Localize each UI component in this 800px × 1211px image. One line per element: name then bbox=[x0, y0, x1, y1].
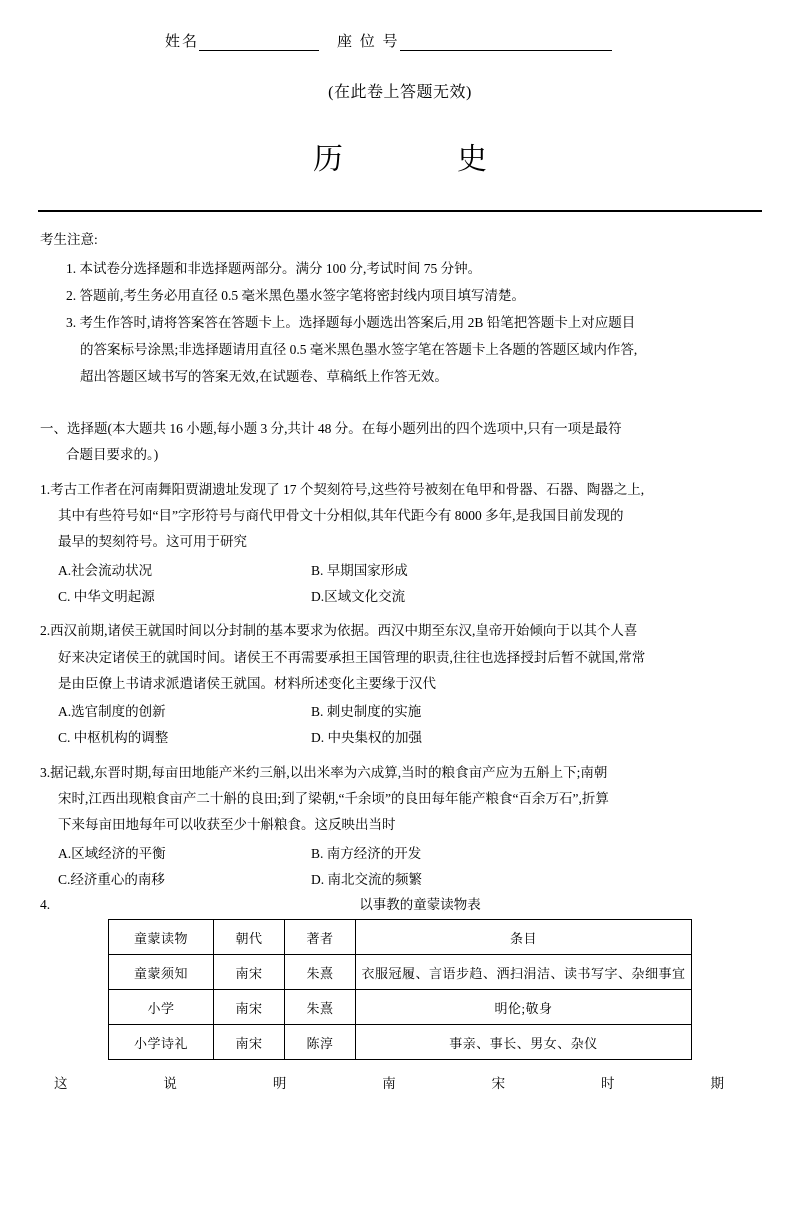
question-1-line-3: 最早的契刻符号。这可用于研究 bbox=[58, 534, 247, 550]
option-a[interactable]: A.选官制度的创新 bbox=[58, 704, 166, 720]
tail-word: 明 bbox=[272, 1076, 287, 1092]
tail-word: 期 bbox=[710, 1076, 724, 1092]
question-2-line-3: 是由臣僚上书请求派遣诸侯王就国。材料所述变化主要缘于汉代 bbox=[58, 675, 436, 691]
question-2-line-2: 好来决定诸侯王的就国时间。诸侯王不再需要承担王国管理的职责,往往也选择授封后暂不就国,常常 bbox=[58, 649, 646, 665]
name-blank[interactable] bbox=[199, 35, 319, 51]
page-title: 历 史 bbox=[313, 143, 505, 176]
option-c[interactable]: C. 中华文明起源 bbox=[58, 588, 155, 604]
question-4-stem-tail bbox=[40, 1072, 760, 1092]
question-3 bbox=[40, 760, 760, 839]
table-caption: 以事教的童蒙读物表 bbox=[359, 897, 481, 913]
question-3-options bbox=[58, 841, 760, 894]
option-row bbox=[58, 725, 760, 751]
section-one-line-1: 一、选择题(本大题共 16 小题,每小题 3 分,共计 48 分。在每小题列出的四个选项中,只有一项是最符 bbox=[40, 421, 622, 436]
table-cell: 南宋 bbox=[214, 955, 285, 990]
option-d[interactable]: D.区域文化交流 bbox=[311, 588, 406, 604]
note-item-3-cont-2: 超出答题区域书写的答案无效,在试题卷、草稿纸上作答无效。 bbox=[80, 369, 448, 384]
option-row bbox=[58, 699, 760, 725]
section-one-line-2: 合题目要求的。) bbox=[66, 447, 159, 463]
童蒙读物-table bbox=[108, 919, 692, 1060]
title-divider bbox=[38, 210, 762, 212]
table-header-cell: 朝代 bbox=[214, 920, 285, 955]
option-c[interactable]: C.经济重心的南移 bbox=[58, 872, 165, 887]
question-2-line-1: 2.西汉前期,诸侯王就国时间以分封制的基本要求为依据。西汉中期至东汉,皇帝开始倾向于以其个人喜 bbox=[40, 623, 638, 639]
notes-heading: 考生注意: bbox=[40, 232, 98, 247]
candidate-notes bbox=[40, 226, 760, 390]
table-cell: 童蒙须知 bbox=[109, 955, 214, 990]
table-cell: 南宋 bbox=[214, 1025, 285, 1060]
question-1-options bbox=[58, 558, 760, 611]
option-a[interactable]: A.区域经济的平衡 bbox=[58, 845, 166, 861]
table-cell: 朱熹 bbox=[285, 990, 356, 1025]
option-a[interactable]: A.社会流动状况 bbox=[58, 562, 153, 578]
note-item-1: 1. 本试卷分选择题和非选择题两部分。满分 100 分,考试时间 75 分钟。 bbox=[66, 261, 482, 276]
seat-blank[interactable] bbox=[400, 35, 612, 51]
question-4-number: 4. bbox=[40, 897, 51, 913]
tail-word: 这 bbox=[54, 1076, 68, 1092]
table-cell: 衣服冠履、言语步趋、洒扫涓洁、读书写字、杂细事宜 bbox=[356, 955, 692, 990]
question-1-line-1: 1.考古工作者在河南舞阳贾湖遗址发现了 17 个契刻符号,这些符号被刻在龟甲和骨器、石器、陶器之上, bbox=[40, 481, 645, 497]
table-row bbox=[109, 1025, 692, 1060]
table-cell: 明伦;敬身 bbox=[356, 990, 692, 1025]
note-item-3: 3. 考生作答时,请将答案答在答题卡上。选择题每小题选出答案后,用 2B 铅笔把答题卡上对应题目 bbox=[66, 315, 636, 330]
table-cell: 小学 bbox=[109, 990, 214, 1025]
option-row bbox=[58, 558, 760, 584]
option-d[interactable]: D. 南北交流的频繁 bbox=[311, 872, 422, 887]
table-row bbox=[109, 955, 692, 990]
question-3-line-2: 宋时,江西出现粮食亩产二十斛的良田;到了梁朝,“千余顷”的良田每年能产粮食“百余万石”,折算 bbox=[58, 791, 609, 807]
identity-line bbox=[0, 30, 800, 51]
option-b[interactable]: B. 南方经济的开发 bbox=[311, 845, 422, 861]
section-one-heading bbox=[40, 416, 760, 469]
table-cell: 小学诗礼 bbox=[109, 1025, 214, 1060]
option-d[interactable]: D. 中央集权的加强 bbox=[311, 730, 422, 746]
option-row bbox=[58, 867, 760, 893]
table-cell: 朱熹 bbox=[285, 955, 356, 990]
note-item-2: 2. 答题前,考生务必用直径 0.5 毫米黑色墨水签字笔将密封线内项目填写清楚。 bbox=[66, 288, 525, 303]
name-label: 姓名 bbox=[165, 34, 200, 50]
question-1-line-2: 其中有些符号如“目”字形符号与商代甲骨文十分相似,其年代距今有 8000 多年,是我国目前发现的 bbox=[58, 507, 624, 523]
tail-word: 南 bbox=[382, 1076, 396, 1092]
table-cell: 陈淳 bbox=[285, 1025, 356, 1060]
table-cell: 事亲、事长、男女、杂仪 bbox=[356, 1025, 692, 1060]
table-row bbox=[109, 990, 692, 1025]
tail-word: 宋 bbox=[491, 1076, 506, 1092]
table-header-cell: 条目 bbox=[356, 920, 692, 955]
question-2-options bbox=[58, 699, 760, 752]
option-row bbox=[58, 584, 760, 610]
question-1 bbox=[40, 477, 760, 556]
option-row bbox=[58, 841, 760, 867]
tail-word: 说 bbox=[163, 1076, 177, 1092]
question-2 bbox=[40, 618, 760, 697]
table-cell: 南宋 bbox=[214, 990, 285, 1025]
question-3-line-1: 3.据记载,东晋时期,每亩田地能产米约三斛,以出米率为六成算,当时的粮食亩产应为五斛上下;南朝 bbox=[40, 764, 608, 780]
invalid-notice: (在此卷上答题无效) bbox=[328, 84, 472, 101]
table-header-row bbox=[109, 920, 692, 955]
question-3-line-3: 下来每亩田地每年可以收获至少十斛粮食。这反映出当时 bbox=[58, 817, 396, 833]
option-c[interactable]: C. 中枢机构的调整 bbox=[58, 730, 169, 746]
option-b[interactable]: B. 早期国家形成 bbox=[311, 562, 408, 578]
seat-label: 座 位 号 bbox=[337, 34, 400, 50]
note-item-3-cont-1: 的答案标号涂黑;非选择题请用直径 0.5 毫米黑色墨水签字笔在答题卡上各题的答题区域内作答, bbox=[80, 342, 638, 357]
tail-word: 时 bbox=[601, 1076, 615, 1092]
option-b[interactable]: B. 刺史制度的实施 bbox=[311, 704, 422, 720]
table-header-cell: 童蒙读物 bbox=[109, 920, 214, 955]
table-header-cell: 著者 bbox=[285, 920, 356, 955]
